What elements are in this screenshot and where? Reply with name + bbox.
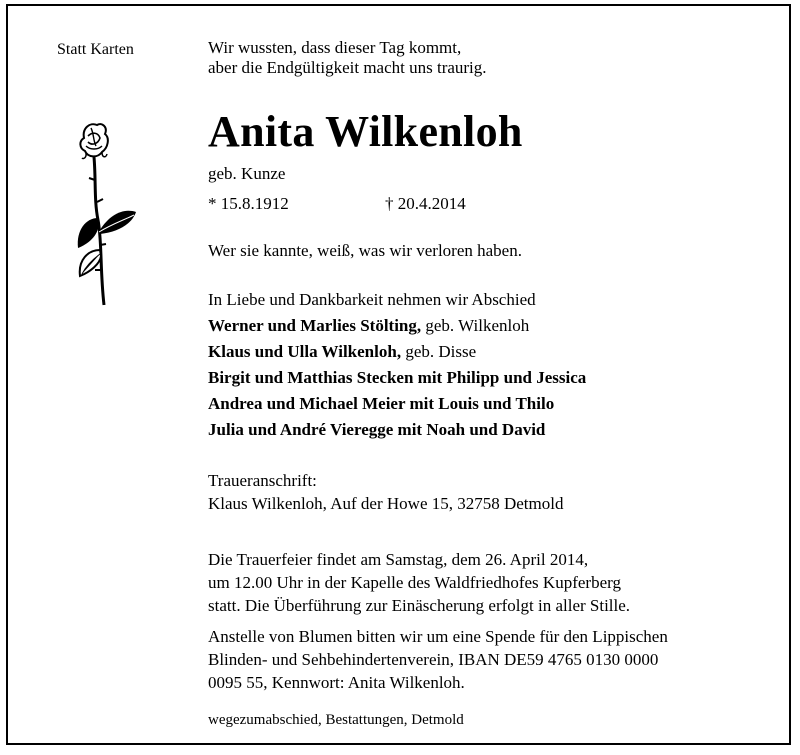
birth-date: * 15.8.1912 xyxy=(208,194,289,213)
mourner-name: Julia und André Vieregge mit Noah und David xyxy=(208,420,546,439)
ceremony-line-2: um 12.00 Uhr in der Kapelle des Waldfriedhofes Kupferberg xyxy=(208,573,621,592)
donation-line-2: Blinden- und Sehbehindertenverein, IBAN DE59 4765 0130 0000 xyxy=(208,650,659,669)
address-label: Traueranschrift: xyxy=(208,471,317,490)
mourner-row xyxy=(208,420,545,439)
ceremony-line-1: Die Trauerfeier findet am Samstag, dem 26. April 2014, xyxy=(208,550,589,569)
mourners-intro: In Liebe und Dankbarkeit nehmen wir Abschied xyxy=(208,290,536,309)
quote: Wer sie kannte, weiß, was wir verloren haben. xyxy=(208,241,522,260)
mourner-row xyxy=(208,368,586,387)
maiden-name: geb. Kunze xyxy=(208,164,286,183)
death-date: † 20.4.2014 xyxy=(385,194,466,213)
footer-credit: wegezumabschied, Bestattungen, Detmold xyxy=(208,712,464,728)
mourner-row xyxy=(208,342,476,361)
mourner-note: geb. Wilkenloh xyxy=(421,316,530,335)
ceremony-line-3: statt. Die Überführung zur Einäscherung erfolgt in aller Stille. xyxy=(208,596,631,615)
intro-line-1: Wir wussten, dass dieser Tag kommt, xyxy=(208,38,462,57)
donation-line-3: 0095 55, Kennwort: Anita Wilkenloh. xyxy=(208,673,465,692)
mourner-name: Andrea und Michael Meier mit Louis und Thilo xyxy=(208,394,555,413)
mourner-name: Werner und Marlies Stölting, xyxy=(208,316,422,335)
mourner-row xyxy=(208,316,529,335)
intro-line-2: aber die Endgültigkeit macht uns traurig. xyxy=(208,58,487,77)
donation-line-1: Anstelle von Blumen bitten wir um eine Spende für den Lippischen xyxy=(208,627,668,646)
mourner-name: Klaus und Ulla Wilkenloh, xyxy=(208,342,402,361)
rose-icon xyxy=(66,120,146,310)
address-value: Klaus Wilkenloh, Auf der Howe 15, 32758 Detmold xyxy=(208,494,564,513)
statt-karten-label: Statt Karten xyxy=(57,41,134,58)
mourner-name: Birgit und Matthias Stecken mit Philipp und Jessica xyxy=(208,368,587,387)
deceased-name: Anita Wilkenloh xyxy=(208,107,523,156)
mourner-row xyxy=(208,394,554,413)
mourner-note: geb. Disse xyxy=(401,342,477,361)
